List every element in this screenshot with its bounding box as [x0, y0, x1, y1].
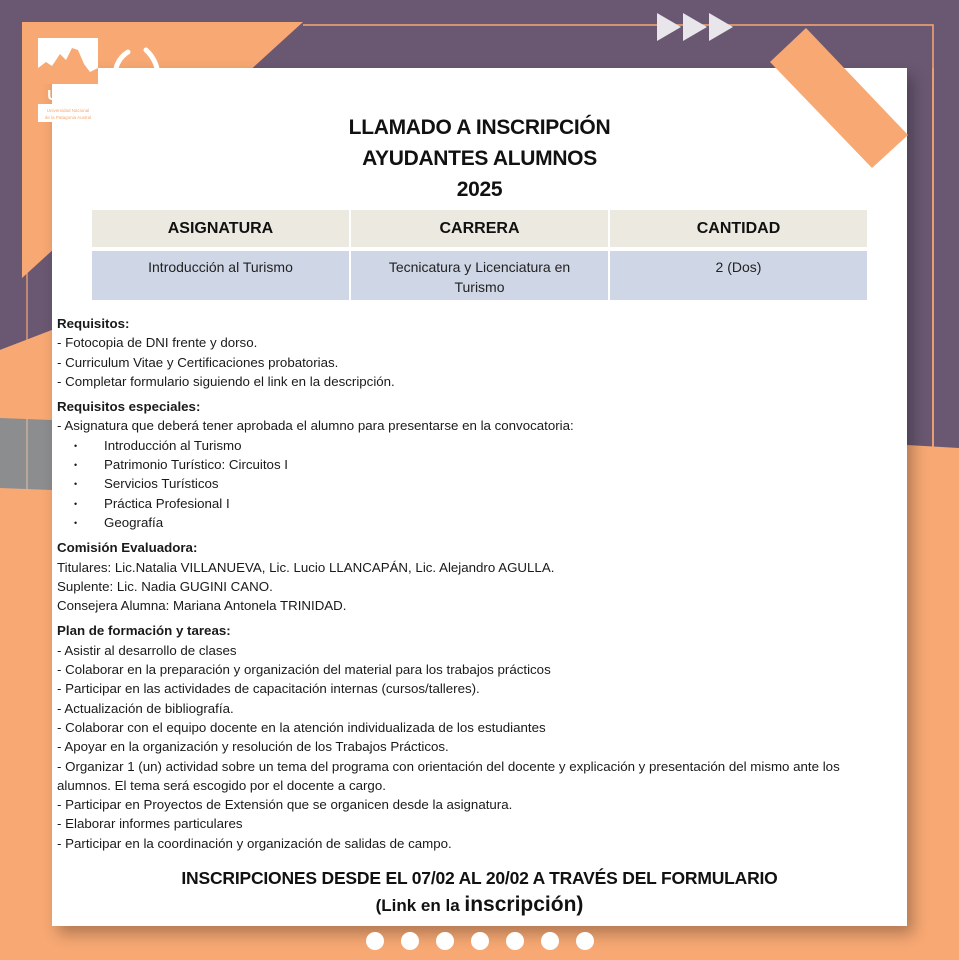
list-item: - Actualización de bibliografía.: [57, 700, 234, 716]
svg-text:UNPA: UNPA: [47, 87, 89, 104]
table-header-row: [92, 210, 867, 247]
dot-icon: [576, 932, 594, 950]
dot-icon: [366, 932, 384, 950]
list-item: - Curriculum Vitae y Certificaciones probatorias.: [57, 354, 339, 370]
cell-cantidad: 2 (Dos): [610, 251, 867, 300]
svg-text:de la Patagonia Austral: de la Patagonia Austral: [44, 115, 92, 120]
dot-icon: [401, 932, 419, 950]
list-item: - Elaborar informes particulares: [57, 816, 243, 832]
dot-icon: [506, 932, 524, 950]
dot-icon: [471, 932, 489, 950]
list-item: - Participar en Proyectos de Extensión que se organicen desde la asignatura.: [57, 797, 513, 813]
title-line-3: 2025: [456, 178, 503, 201]
plan-heading: Plan de formación y tareas:: [57, 623, 231, 639]
list-item: - Fotocopia de DNI frente y dorso.: [57, 335, 258, 351]
link-note-word: inscripción: [464, 893, 577, 916]
positions-table: [92, 210, 867, 300]
required-subjects-list: [57, 436, 887, 532]
page-title: [52, 112, 907, 205]
list-item: • Geografía: [57, 513, 887, 532]
registration-dates: INSCRIPCIONES DESDE EL 07/02 AL 20/02 A TRAVÉS DEL FORMULARIO: [181, 868, 778, 888]
decorative-dots: [366, 932, 594, 950]
cell-carrera-text: Tecnicatura y Licenciatura en Turismo: [388, 259, 571, 295]
list-item: • Patrimonio Turístico: Circuitos I: [57, 455, 887, 474]
list-item: - Organizar 1 (un) actividad sobre un tema del programa con orientación del docente y explicación y presentación del mismo ante los alumnos. El tema será escogido por el docente a cargo.: [57, 758, 840, 793]
comision-heading: Comisión Evaluadora:: [57, 540, 198, 556]
cell-carrera: [351, 251, 608, 300]
list-item: - Apoyar en la organización y resolución de los Trabajos Prácticos.: [57, 739, 449, 755]
registration-link-note: [52, 890, 907, 921]
section-comision: [57, 538, 887, 615]
list-item: • Servicios Turísticos: [57, 474, 887, 493]
title-line-1: LLAMADO A INSCRIPCIÓN: [348, 116, 611, 139]
header-asignatura: ASIGNATURA: [92, 210, 349, 247]
requisitos-especiales-heading: Requisitos especiales:: [57, 399, 201, 415]
comision-consejera: Consejera Alumna: Mariana Antonela TRINIDAD.: [57, 598, 347, 614]
announcement-body: [57, 314, 887, 859]
list-item: - Participar en las actividades de capacitación internas (cursos/talleres).: [57, 681, 480, 697]
list-item: - Asistir al desarrollo de clases: [57, 642, 237, 658]
dot-icon: [436, 932, 454, 950]
list-item: • Introducción al Turismo: [57, 436, 887, 455]
header-cantidad: CANTIDAD: [610, 210, 867, 247]
list-item: - Completar formulario siguiendo el link en la descripción.: [57, 373, 395, 389]
comision-suplente: Suplente: Lic. Nadia GUGINI CANO.: [57, 578, 273, 594]
requisitos-especiales-intro: - Asignatura que deberá tener aprobada el alumno para presentarse en la convocatoria:: [57, 418, 574, 434]
section-requisitos-especiales: [57, 397, 887, 532]
svg-text:UNPAUARG: UNPAUARG: [116, 109, 184, 123]
unpa-logo: [38, 38, 98, 122]
link-note-close: ): [576, 893, 584, 916]
list-item: - Participar en la coordinación y organización de salidas de campo.: [57, 835, 452, 851]
dot-icon: [541, 932, 559, 950]
link-note-open: (Link en la: [375, 896, 465, 915]
section-plan: [57, 621, 887, 853]
registration-footer: [52, 866, 907, 921]
list-item: - Colaborar en la preparación y organización del material para los trabajos prácticos: [57, 662, 551, 678]
header-carrera: CARRERA: [351, 210, 608, 247]
svg-text:Universidad Nacional: Universidad Nacional: [46, 108, 90, 113]
title-line-2: AYUDANTES ALUMNOS: [362, 147, 597, 170]
list-item: • Práctica Profesional I: [57, 494, 887, 513]
section-requisitos: [57, 314, 887, 391]
triple-arrow-icon: [657, 11, 737, 43]
comision-titulares: Titulares: Lic.Natalia VILLANUEVA, Lic. Lucio LLANCAPÁN, Lic. Alejandro AGULLA.: [57, 559, 555, 575]
requisitos-heading: Requisitos:: [57, 316, 130, 331]
list-item: - Colaborar con el equipo docente en la atención individualizada de los estudiantes: [57, 719, 546, 735]
table-row: [92, 247, 867, 300]
cell-asignatura: Introducción al Turismo: [92, 251, 349, 300]
